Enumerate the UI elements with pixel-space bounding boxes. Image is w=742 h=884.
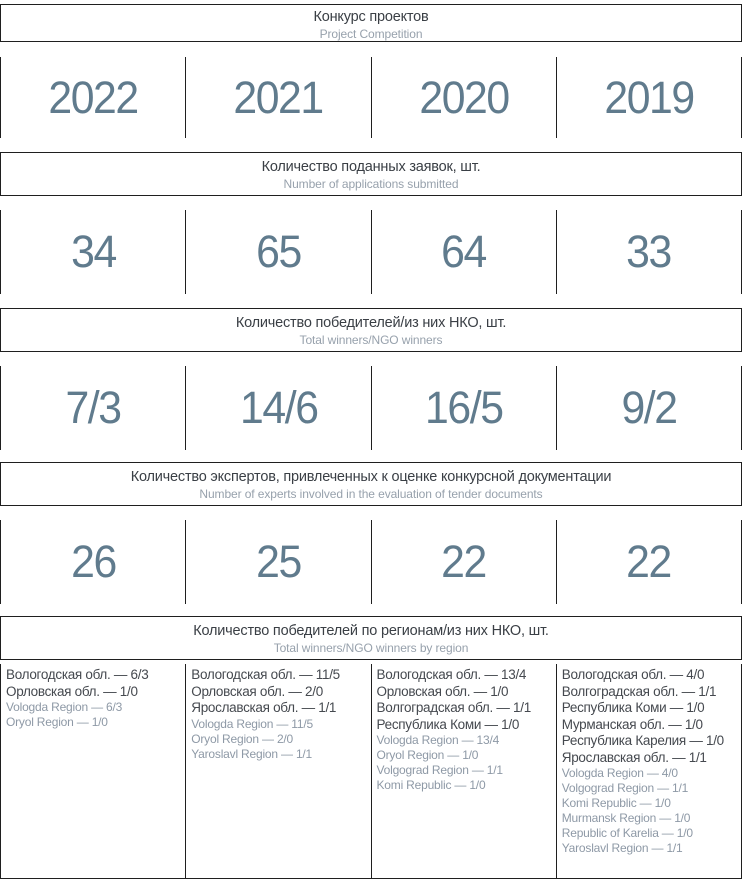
section-header: [0, 616, 742, 660]
region-line-ru: Мурманская обл. — 1/0: [561, 716, 703, 732]
value-number: 22: [626, 536, 672, 587]
page-title-ru: Конкурс проектов: [313, 9, 429, 25]
section-title-en: Number of experts involved in the evaluation of tender documents: [199, 487, 543, 501]
region-line-ru: Вологодская обл. — 11/5: [191, 667, 340, 682]
value-number: 7/3: [65, 382, 121, 433]
region-line-ru: Ярославская обл. — 1/1: [561, 749, 707, 765]
value-number: 14/6: [239, 382, 318, 433]
region-line-ru: Вологодская обл. — 13/4: [376, 667, 527, 682]
years-row: [0, 57, 742, 138]
value-cell: [185, 366, 370, 450]
value-number: 16/5: [424, 382, 503, 433]
region-line-en: Yaroslavl Region — 1/1: [191, 746, 313, 761]
region-line-en: Oryol Region — 1/0: [6, 715, 108, 729]
value-cell: [371, 520, 556, 604]
value-number: 64: [441, 226, 486, 277]
region-line-ru: Вологодская обл. — 4/0: [561, 667, 705, 682]
section-title-ru: Количество поданных заявок, шт.: [261, 159, 481, 175]
year-cell: [371, 57, 556, 138]
value-cell: [1, 210, 185, 294]
value-cell: [556, 366, 741, 450]
page-title-en: Project Competition: [319, 27, 423, 41]
section-title-en: Total winners/NGO winners: [299, 333, 443, 347]
value-number: 34: [70, 226, 116, 277]
values-row: [0, 366, 742, 450]
value-number: 22: [441, 536, 486, 587]
value-cell: [185, 210, 370, 294]
value-number: 33: [626, 226, 672, 277]
regions-row: [0, 664, 742, 879]
value-number: 26: [70, 536, 116, 587]
region-line-ru: Орловская обл. — 1/0: [376, 683, 509, 699]
year-cell: [185, 57, 370, 138]
section-header: [0, 308, 742, 352]
region-cell: [185, 664, 370, 878]
region-line-en: Republic of Karelia — 1/0: [561, 826, 693, 840]
value-cell: [556, 520, 741, 604]
year-cell: [1, 57, 185, 138]
section-title-en: Total winners/NGO winners by region: [273, 641, 469, 655]
region-line-en: Vologda Region — 13/4: [376, 733, 500, 747]
value-cell: [371, 210, 556, 294]
value-cell: [556, 210, 741, 294]
region-line-en: Komi Republic — 1/0: [561, 796, 671, 810]
sections-container: [0, 152, 742, 879]
region-line-ru: Орловская обл. — 2/0: [191, 683, 323, 699]
section-title-ru: Количество победителей по регионам/из них НКО, шт.: [193, 623, 549, 639]
year-value: 2022: [48, 71, 138, 123]
section-title-ru: Количество экспертов, привлеченных к оценке конкурсной документации: [130, 469, 612, 485]
region-cell: [371, 664, 556, 878]
region-line-en: Vologda Region — 11/5: [191, 716, 313, 731]
region-line-ru: Республика Коми — 1/0: [376, 716, 520, 732]
region-cell: [556, 664, 741, 878]
region-line-en: Volgograd Region — 1/1: [376, 763, 503, 777]
region-line-ru: Республика Карелия — 1/0: [561, 733, 724, 748]
region-line-ru: Вологодская обл. — 6/3: [6, 667, 149, 682]
value-number: 65: [256, 226, 301, 277]
value-number: 25: [256, 536, 301, 587]
values-row: [0, 520, 742, 604]
region-line-ru: Ярославская обл. — 1/1: [191, 700, 337, 715]
region-line-en: Komi Republic — 1/0: [376, 778, 486, 792]
value-number: 9/2: [621, 382, 677, 433]
region-line-en: Yaroslavl Region — 1/1: [561, 841, 683, 855]
section-header: [0, 462, 742, 506]
region-line-en: Vologda Region — 4/0: [561, 766, 678, 780]
region-line-en: Oryol Region — 1/0: [376, 748, 479, 762]
region-line-en: Oryol Region — 2/0: [191, 731, 294, 746]
year-value: 2019: [604, 71, 694, 123]
section-title-ru: Количество победителей/из них НКО, шт.: [235, 315, 507, 331]
region-line-ru: Волгоградская обл. — 1/1: [561, 683, 717, 699]
region-line-ru: Республика Коми — 1/0: [561, 700, 705, 715]
section-title-en: Number of applications submitted: [283, 177, 459, 191]
region-cell: [1, 664, 185, 878]
region-line-ru: Орловская обл. — 1/0: [6, 683, 138, 699]
region-line-en: Murmansk Region — 1/0: [561, 811, 691, 825]
region-line-en: Volgograd Region — 1/1: [561, 781, 689, 795]
region-line-ru: Волгоградская обл. — 1/1: [376, 700, 531, 715]
region-line-en: Vologda Region — 6/3: [6, 700, 123, 714]
value-cell: [1, 366, 185, 450]
year-cell: [556, 57, 741, 138]
year-value: 2020: [418, 71, 509, 123]
page-title: [0, 4, 742, 42]
value-cell: [1, 520, 185, 604]
year-value: 2021: [233, 71, 324, 123]
section-header: [0, 152, 742, 196]
value-cell: [185, 520, 370, 604]
values-row: [0, 210, 742, 294]
value-cell: [371, 366, 556, 450]
competition-stats-table: [0, 4, 742, 884]
